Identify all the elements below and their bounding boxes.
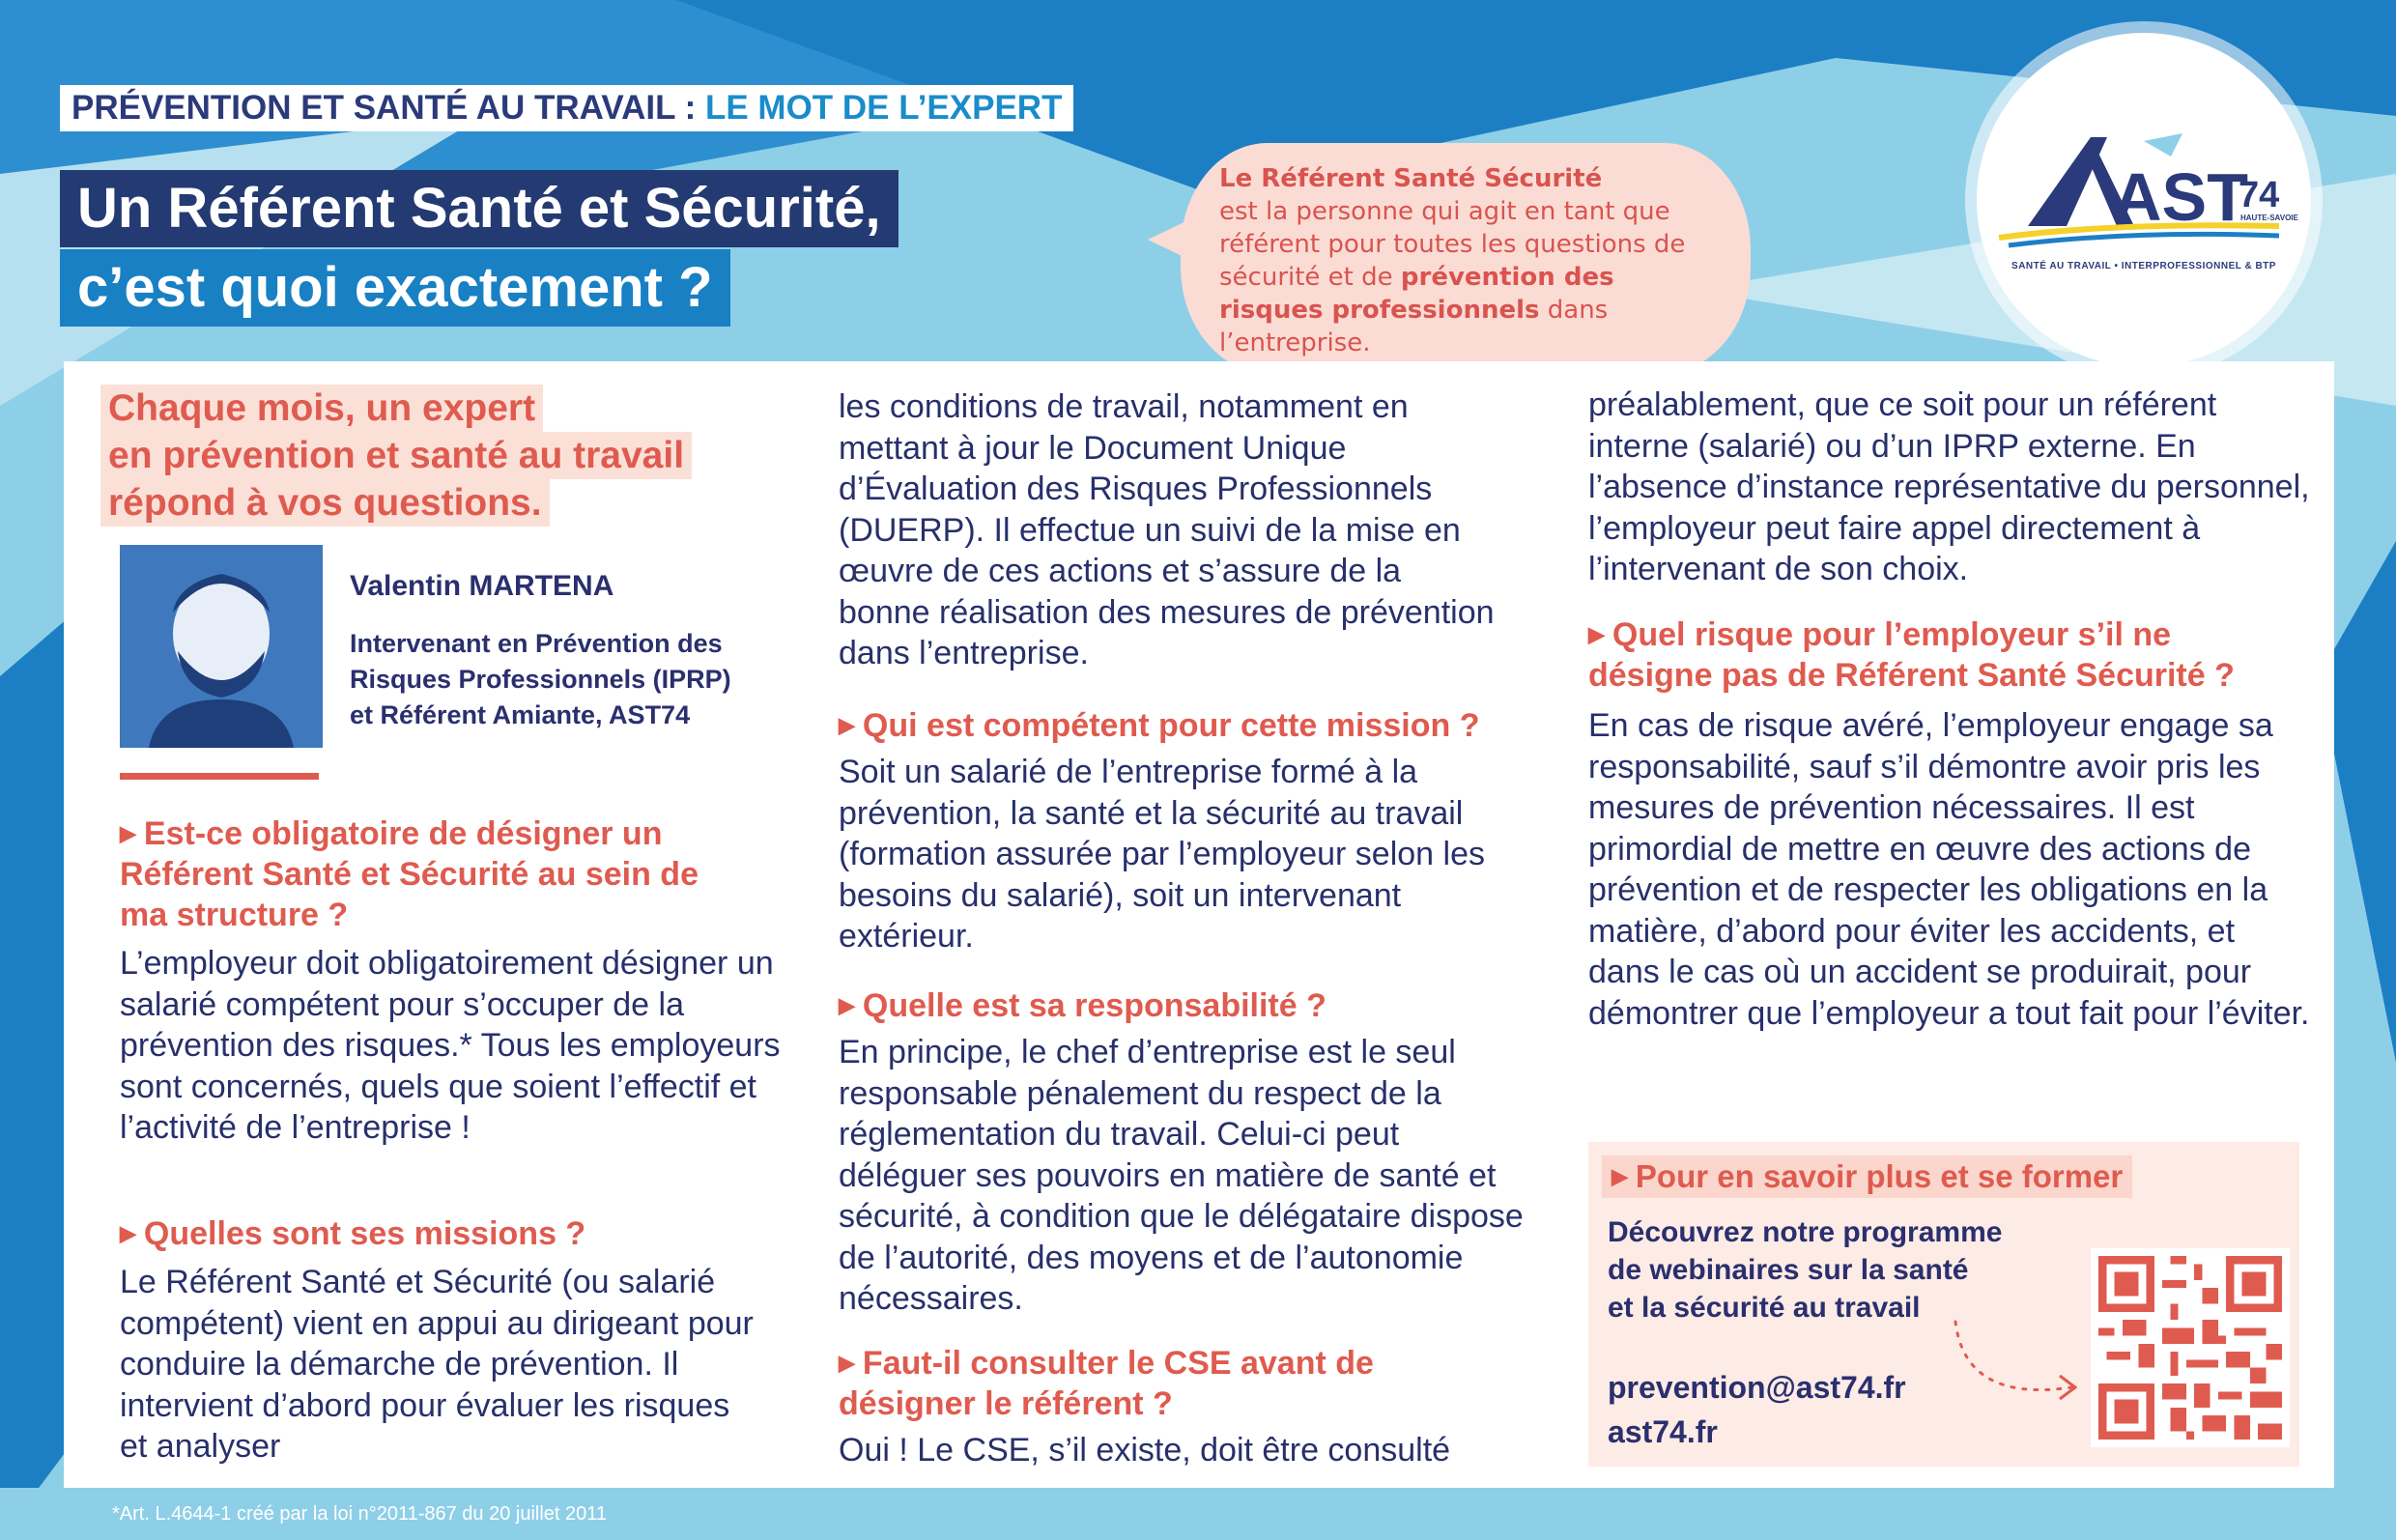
ast74-logo[interactable]: [1977, 33, 2311, 367]
page-title-line-1: Un Référent Santé et Sécurité,: [60, 170, 898, 247]
kicker-highlight: LE MOT DE L’EXPERT: [704, 89, 1063, 127]
triangle-right-icon: ▶: [120, 821, 136, 845]
learn-more-description: [1608, 1213, 2052, 1326]
logo-region: HAUTE-SAVOIE: [2240, 214, 2298, 222]
question-text: Quelle est sa responsabilité ?: [862, 987, 1326, 1024]
triangle-right-icon: ▶: [839, 1351, 855, 1375]
answer-text: En principe, le chef d’entreprise est le seul responsable pénalement du respect de la réglementation du travail. Celui-ci peut déléguer ses pouvoirs en matière de santé et sécurité, à condition que le délégataire dispose de l’autorité, des moyens et de l’autonomie nécessaires.: [839, 1034, 1524, 1317]
expert-photo-icon: [120, 545, 323, 748]
kicker-main: PRÉVENTION ET SANTÉ AU TRAVAIL :: [71, 89, 705, 127]
intro-heading: [100, 385, 692, 527]
answer-text: les conditions de travail, notamment en mettant à jour le Document Unique d’Évaluation des Risques Professionnels (DUERP). Il effectue un suivi de la mise en œuvre de ces actions et s’assure de la bonne réalisation des mesures de prévention dans l’entreprise.: [839, 388, 1495, 671]
qr-code[interactable]: [2091, 1248, 2290, 1447]
bubble-text-b: dans l’entreprise.: [1219, 296, 1609, 357]
triangle-right-icon: ▶: [839, 993, 855, 1017]
website-link[interactable]: ast74.fr: [1608, 1414, 1718, 1449]
faq-missions: [120, 1213, 796, 1468]
question-text: Quel risque pour l’employeur s’il ne désigne pas de Référent Santé Sécurité ?: [1588, 616, 2235, 694]
ast74-logo-mark: [1999, 129, 2298, 255]
learn-more-line-1: Découvrez notre programme: [1608, 1216, 2003, 1248]
expert-role-line-3: et Référent Amiante, AST74: [350, 700, 691, 729]
learn-more-title: [1602, 1155, 2132, 1198]
learn-more-line-2: de webinaires sur la santé: [1608, 1254, 1969, 1286]
bubble-text-a: est la personne qui agit en tant que référent pour toutes les questions de sécurité et de: [1219, 197, 1686, 292]
triangle-right-icon: ▶: [1612, 1164, 1628, 1188]
logo-text: AST: [2113, 159, 2248, 235]
question-heading: [120, 1213, 796, 1254]
learn-more-box: [1588, 1142, 2299, 1467]
answer-text: Le Référent Santé et Sécurité (ou salarié compétent) vient en appui au dirigeant pour conduire la démarche de prévention. Il intervient d’abord pour évaluer les risques et analyser: [120, 1264, 754, 1465]
faq-employer-risk: [1588, 614, 2313, 1034]
logo-number: 74: [2239, 175, 2280, 215]
answer-text: L’employeur doit obligatoirement désigner un salarié compétent pour s’occuper de la prévention des risques.* Tous les employeurs sont concernés, quels que soient l’effectif et l’activité de l’entreprise !: [120, 945, 781, 1146]
answer-text: Soit un salarié de l’entreprise formé à la prévention, la santé et la sécurité au travail (formation assurée par l’employeur selon les besoins du salarié), soit un intervenant extérieur.: [839, 754, 1485, 955]
question-heading: [839, 985, 1525, 1026]
answer-text: En cas de risque avéré, l’employeur engage sa responsabilité, sauf s’il démontre avoir pris les mesures de prévention nécessaires. Il est primordial de mettre en œuvre des actions de prévention et de respecter les obligations en la matière, d’abord pour éviter les accidents, et dans le cas où un accident se produirait, pour démontrer que l’employeur a tout fait pour l’éviter.: [1588, 707, 2310, 1032]
triangle-right-icon: ▶: [839, 713, 855, 737]
question-heading: [839, 1343, 1457, 1424]
faq-responsibility: [839, 985, 1525, 1320]
definition-bubble: [1181, 143, 1751, 373]
bubble-text: [1219, 162, 1712, 359]
expert-role-line-2: Risques Professionnels (IPRP): [350, 665, 731, 694]
intro-line-1: Chaque mois, un expert: [100, 385, 543, 432]
bubble-title: Le Référent Santé Sécurité: [1219, 164, 1603, 193]
triangle-right-icon: ▶: [1588, 622, 1605, 646]
section-kicker: [60, 85, 1073, 131]
answer-text: préalablement, que ce soit pour un référent interne (salarié) ou d’un IPRP externe. En l’absence d’instance représentative du personnel, l’employeur peut faire appel directement à l’intervenant de son choix.: [1588, 386, 2310, 587]
faq-competence: [839, 705, 1525, 957]
faq-cse: [839, 1343, 1525, 1471]
footnote: *Art. L.4644-1 créé par la loi n°2011-867 du 20 juillet 2011: [112, 1503, 608, 1525]
page-title-line-2: c’est quoi exactement ?: [60, 249, 730, 327]
faq-missions-continued: [839, 386, 1525, 674]
question-text: Qui est compétent pour cette mission ?: [862, 707, 1480, 744]
question-text: Quelles sont ses missions ?: [143, 1215, 586, 1252]
expert-avatar: [120, 545, 323, 748]
question-text: Faut-il consulter le CSE avant de désigner le référent ?: [839, 1345, 1374, 1422]
faq-cse-continued: [1588, 385, 2313, 590]
question-heading: [839, 705, 1525, 746]
answer-text: Oui ! Le CSE, s’il existe, doit être consulté: [839, 1432, 1451, 1469]
intro-line-3: répond à vos questions.: [100, 479, 550, 527]
email-link[interactable]: prevention@ast74.fr: [1608, 1370, 1906, 1405]
question-heading: [1588, 614, 2284, 696]
divider: [120, 773, 319, 780]
logo-tagline: SANTÉ AU TRAVAIL • INTERPROFESSIONNEL & BTP: [2011, 261, 2276, 271]
expert-role: [350, 626, 794, 733]
question-heading: [120, 813, 738, 935]
expert-role-line-1: Intervenant en Prévention des: [350, 629, 723, 658]
question-text: Est-ce obligatoire de désigner un Référent Santé et Sécurité au sein de ma structure ?: [120, 815, 699, 933]
dotted-arrow-icon: [1946, 1316, 2091, 1422]
intro-line-2: en prévention et santé au travail: [100, 432, 692, 479]
triangle-right-icon: ▶: [120, 1221, 136, 1245]
qr-code-icon: [2091, 1248, 2290, 1447]
content-panel: [64, 361, 2334, 1488]
faq-obligation: [120, 813, 796, 1149]
learn-more-line-3: et la sécurité au travail: [1608, 1292, 1921, 1324]
bubble-bold-mid: prévention des risques professionnels: [1219, 263, 1614, 325]
learn-more-title-text: Pour en savoir plus et se former: [1635, 1158, 2124, 1194]
expert-name: Valentin MARTENA: [350, 570, 614, 602]
